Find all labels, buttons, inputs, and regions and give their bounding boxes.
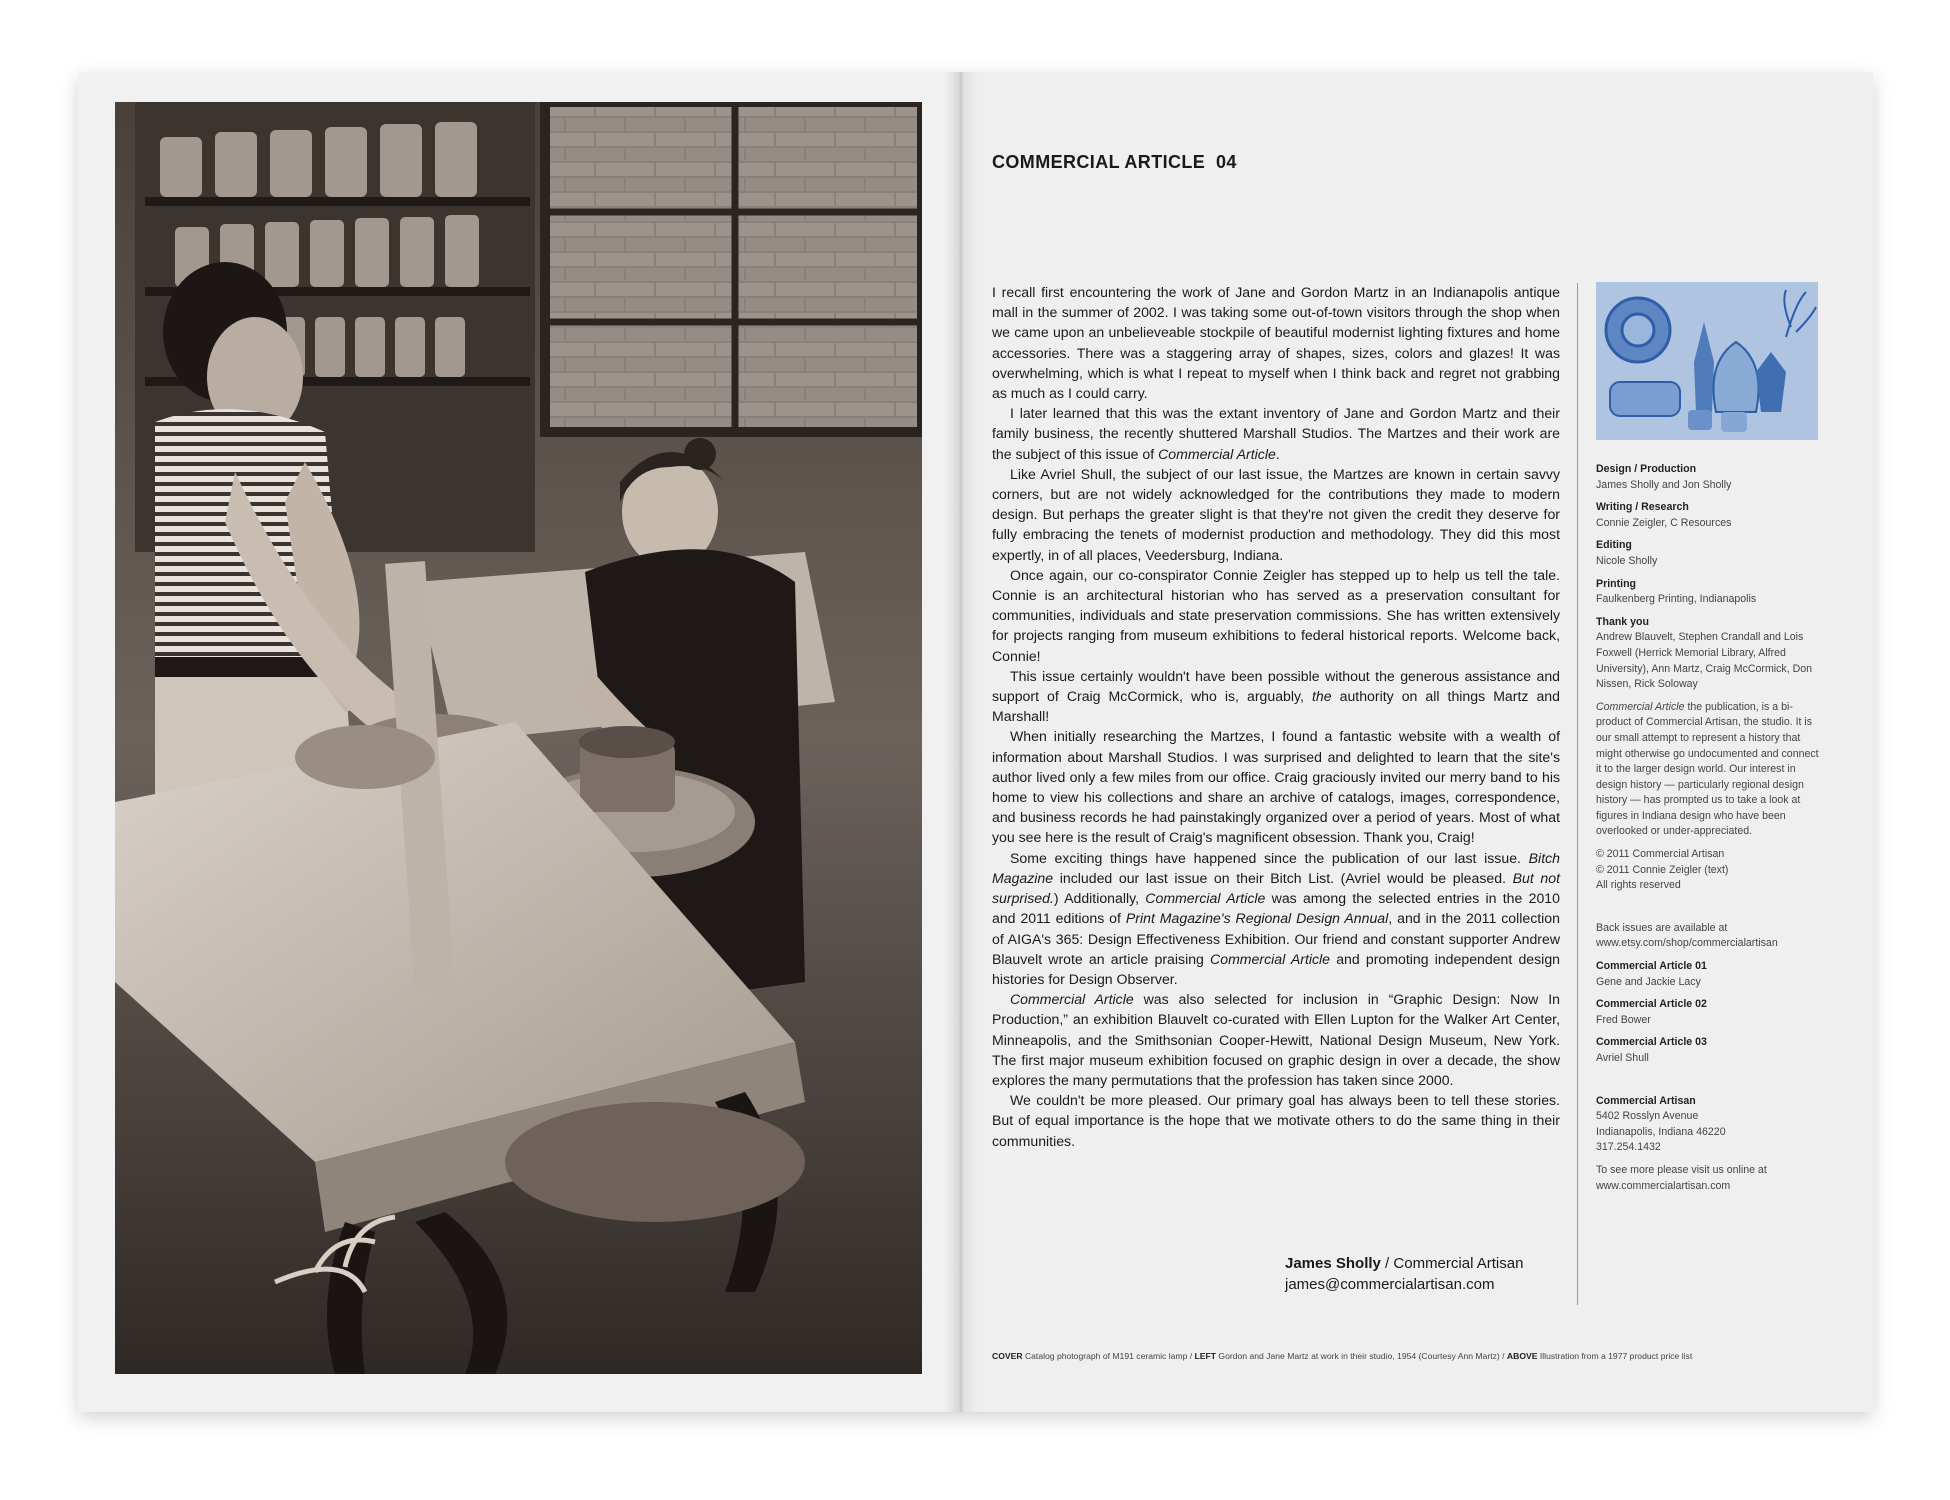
paragraph-8: Commercial Article was also selected for inclusion in “Graphic Design: Now In Production,” an exhibition Blauvelt co-curated with Ellen Lupton for the Walker Art Center, Minneapolis, and the Smithsonian Cooper-Hewitt, National Design Museum, New York. The first major museum exhibition focused on graphic design in over a decade, the show explores the many permutations that the profession has taken since 2000. bbox=[992, 991, 1560, 1088]
column-divider bbox=[1577, 283, 1578, 1305]
credit-design: Design / Production James Sholly and Jon Sholly bbox=[1596, 463, 1732, 491]
issue-heading: COMMERCIAL ARTICLE 04 bbox=[992, 152, 1237, 172]
paragraph-6: When initially researching the Martzes, I found a fantastic website with a wealth of information about Marshall Studios. I was surprised and delighted to learn that the site's author lived only a few miles from our office. Craig graciously invited our merry band to his home to view his collections and share an archive of catalogs, images, correspondence, and business records he had painstakingly organized over a period of years. Most of what you see here is the result of Craig's magnificent obsession. Thank you, Craig! bbox=[992, 728, 1560, 846]
paragraph-7: Some exciting things have happened since the publication of our last issue. Bitch Magazine included our last issue on their Bitch List. (Avriel would be pleased. But not surprised.) Additionally, Commercial Article was among the selected entries in the 2010 and 2011 editions of Print Magazine's Regional Design Annual, and in the 2011 collection of AIGA's 365: Design Effectiveness Exhibition. Our friend and constant supporter Andrew Blauvelt wrote an article praising Commercial Article and promoting independent design histories for Design Observer. bbox=[992, 849, 1560, 987]
back-issues: Back issues are available at www.etsy.com/shop/commercialartisan bbox=[1596, 921, 1821, 952]
studio-photo bbox=[115, 102, 922, 1374]
paragraph-2: I later learned that this was the extant inventory of Jane and Gordon Martz and their family business, the recently shuttered Marshall Studios. The Martzes and their work are the subject of this issue of Commercial Article. bbox=[992, 405, 1560, 462]
website: To see more please visit us online at www.commercialartisan.com bbox=[1596, 1163, 1821, 1194]
page-gutter bbox=[944, 72, 978, 1412]
credit-thanks: Thank you Andrew Blauvelt, Stephen Crandall and Lois Foxwell (Herrick Memorial Library, Alfred University), Ann Martz, Craig McCormick, Don Nissen, Rick Soloway bbox=[1596, 615, 1813, 691]
author-email: james@commercialartisan.com bbox=[1285, 1276, 1495, 1293]
issue-02: Commercial Article 02 Fred Bower bbox=[1596, 998, 1707, 1026]
left-page bbox=[78, 72, 958, 1412]
publication-note: Commercial Article the publication, is a bi-product of Commercial Artisan, the studio. It is our small attempt to represent a history that might otherwise go undocumented and connect it to the larger design world. Our interest in design history — particularly regional design history — has prompted us to take a look at figures in Indiana design who have been overlooked or under-appreciated. bbox=[1596, 700, 1819, 838]
issue-01: Commercial Article 01 Gene and Jackie Lacy bbox=[1596, 960, 1707, 988]
copyright: © 2011 Commercial Artisan © 2011 Connie Zeigler (text) All rights reserved bbox=[1596, 848, 1729, 892]
paragraph-3: Like Avriel Shull, the subject of our last issue, the Martzes are known in certain savvy corners, but are not widely acknowledged for the contributions they made to modern design. But perhaps the greater slight is that they're not given the credit they deserve for fully embracing the tenets of modernist production and methodology. They did this most expertly, in of all places, Veedersburg, Indiana. bbox=[992, 465, 1560, 563]
article-body bbox=[992, 282, 1560, 1151]
paragraph-1: I recall first encountering the work of Jane and Gordon Martz in an Indianapolis antique mall in the summer of 2002. I was taking some out-of-town visitors through the shop when we came upon an unbelieveable stockpile of beautiful modernist lighting fixtures and home accessories. There was a staggering array of shapes, sizes, colors and glazes! It was overwhelming, which is what I repeat to myself when I think back and regret not grabbing as much as I could carry. bbox=[992, 284, 1560, 402]
photo-caption: COVER Catalog photograph of M191 ceramic lamp / LEFT Gordon and Jane Martz at work in their studio, 1954 (Courtesy Ann Martz) / ABOVE Illustration from a 1977 product price list bbox=[992, 1351, 1693, 1361]
author-name: James Sholly bbox=[1285, 1255, 1381, 1272]
credit-writing: Writing / Research Connie Zeigler, C Resources bbox=[1596, 501, 1732, 529]
studio-photo-image bbox=[115, 102, 922, 1374]
price-list-illustration bbox=[1596, 282, 1818, 440]
author-org: / Commercial Artisan bbox=[1380, 1255, 1524, 1272]
issue-03: Commercial Article 03 Avriel Shull bbox=[1596, 1036, 1707, 1064]
back-issues-link[interactable]: www.etsy.com/shop/commercialartisan bbox=[1596, 937, 1778, 950]
author-signature bbox=[1285, 1253, 1523, 1295]
paragraph-4: Once again, our co-conspirator Connie Zeigler has stepped up to help us tell the tale. Connie is an architectural historian who has served as a preservation consultant for communities, individuals and state preservation commissions. She has written extensively for projects ranging from museum exhibitions to federal historical reports. Welcome back, Connie! bbox=[992, 566, 1560, 664]
paragraph-5: This issue certainly wouldn't have been possible without the generous assistance and support of Craig McCormick, who is, arguably, the authority on all things Martz and Marshall! bbox=[992, 667, 1560, 725]
website-link[interactable]: www.commercialartisan.com bbox=[1596, 1179, 1731, 1192]
credit-editing: Editing Nicole Sholly bbox=[1596, 539, 1658, 567]
credits-sidebar bbox=[1596, 282, 1821, 1201]
credit-printing: Printing Faulkenberg Printing, Indianapolis bbox=[1596, 577, 1757, 606]
contact: Commercial Artisan 5402 Rosslyn Avenue Indianapolis, Indiana 46220 317.254.1432 bbox=[1596, 1094, 1726, 1154]
paragraph-9: We couldn't be more pleased. Our primary goal has always been to tell these stories. But of equal importance is the hope that we motivate others to do the same thing in their communities. bbox=[992, 1092, 1560, 1149]
